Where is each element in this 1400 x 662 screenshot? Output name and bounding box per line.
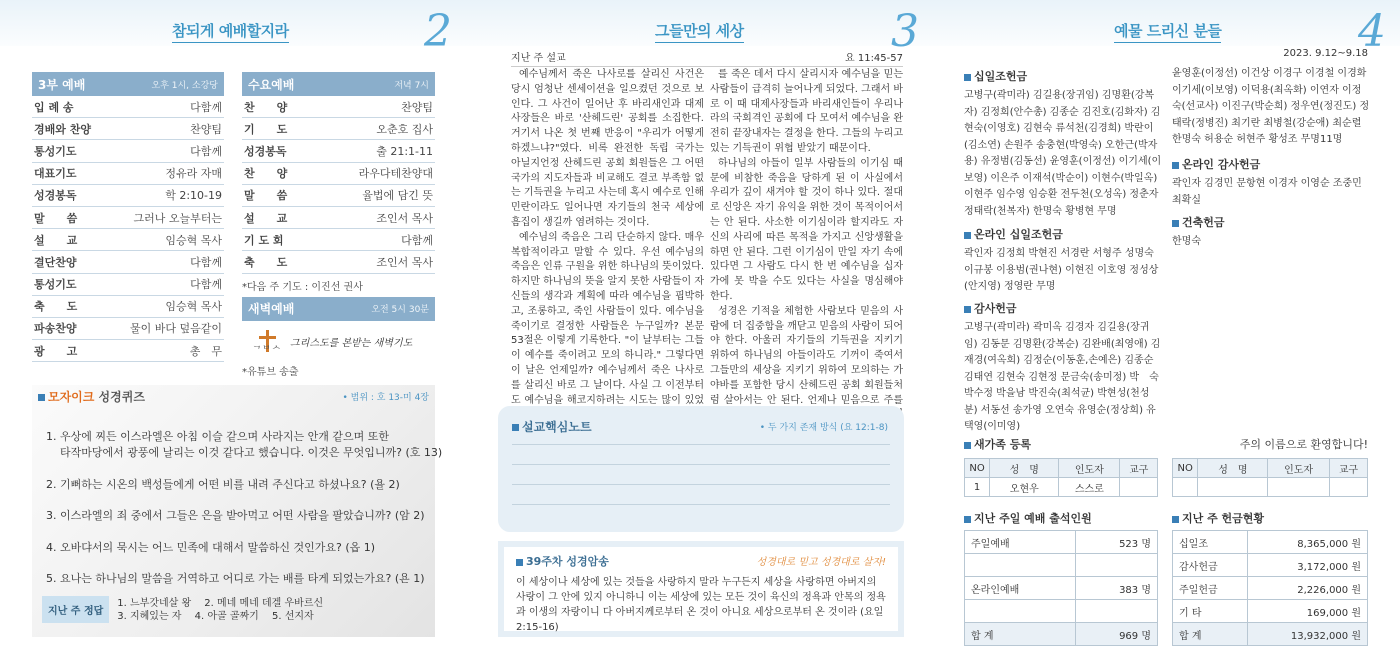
table-cell: 스스로 (1059, 478, 1120, 497)
table-cell: 오현우 (990, 478, 1059, 497)
order-value: 다함께 (190, 278, 222, 292)
order-row (242, 118, 435, 140)
page-title: 그들만의 세상 (655, 20, 744, 43)
order-value: 총 무 (189, 344, 222, 358)
table-cell (1076, 554, 1158, 577)
next-prayer-note: *다음 주 기도 : 이진선 권사 (242, 281, 363, 293)
table-row (1173, 554, 1368, 577)
building-section: 건축헌금 한명숙 (1172, 216, 1225, 247)
order-row (242, 207, 435, 229)
order-row (242, 96, 435, 118)
table-header: 성 명 (990, 459, 1059, 478)
table-cell: 523 명 (1076, 531, 1158, 554)
order-row (32, 118, 224, 140)
table-cell: 온라인예배 (965, 577, 1076, 600)
table-header: 교구 (1329, 459, 1367, 478)
thanks-section: 감사헌금 고병구(곽미라) 곽미옥 김경자 김길용(장귀임) 김동문 김명환(강복순) 김완배(최영애) 김재경(여옥희) 김정순(이동훈,손예은) 김종순 김태연 김현숙 김현정 문금숙(송미정) 박 숙 박수정 박을남 박진숙(최석균) 박현성(천성분) 서동선 송가영 오연숙 유영순(정상희) 유택영(이미영) (964, 302, 1161, 432)
bullet-icon (1172, 162, 1179, 169)
order-row (32, 163, 224, 185)
order-row (32, 207, 224, 229)
order-label: 광 고 (34, 344, 78, 358)
table-header: 인도자 (1059, 459, 1120, 478)
table-row (965, 577, 1158, 600)
memory-verse: 39주차 성경암송 성경대로 믿고 성경대로 살자! 이 세상이나 세상에 있는 것들을 사랑하지 말라 누구든지 세상을 사랑하면 아버지의 사랑이 그 안에 있지 아니하니 이는 세상에 있는 모든 것이 육신의 정욕과 안목의 정욕과 이생의 자랑이니 다 아버지께로부터 온 것이 아니요 세상으로부터 온 것이라 (요일 2:15-16) (498, 541, 904, 637)
table-row (1173, 623, 1368, 646)
service-wednesday (242, 72, 435, 378)
table-cell (1173, 478, 1198, 497)
order-label: 파송찬양 (34, 322, 77, 336)
order-label: 찬 양 (244, 167, 288, 181)
order-value: 찬양팀 (190, 122, 222, 136)
order-row (32, 96, 224, 118)
sermon-note-box: 설교핵심노트 • 두 가지 존재 방식 (요 12:1-8) (498, 406, 904, 532)
order-label: 말 씀 (34, 211, 78, 225)
table-cell: 3,172,000 원 (1247, 554, 1367, 577)
order-row (32, 274, 224, 296)
table-cell (1076, 600, 1158, 623)
order-value: 물이 바다 덮음같이 (129, 322, 222, 336)
table-row (1173, 531, 1368, 554)
order-value: 임승혁 목사 (165, 233, 222, 247)
table-cell: 기 타 (1173, 600, 1248, 623)
sermon-column-1 (511, 68, 704, 423)
table-cell: 주일헌금 (1173, 577, 1248, 600)
table-cell: 1 (965, 478, 990, 497)
order-value: 율법에 담긴 뜻 (362, 189, 433, 203)
table-row (1173, 577, 1368, 600)
table-cell: 감사헌금 (1173, 554, 1248, 577)
verse-text: 이 세상이나 세상에 있는 것들을 사랑하지 말라 누구든지 세상을 사랑하면 아버지의 사랑이 그 안에 있지 아니하니 이는 세상에 있는 모든 것이 육신의 정욕과 안목의 정욕과 이생의 자랑이니 다 아버지께로부터 온 것이 아니요 세상으로부터 온 것이라 (요일 2:15-16) (516, 577, 886, 633)
quiz-q4: 4. 오바댜서의 묵시는 어느 민족에 대해서 말씀하신 것인가요? (옵 1) (46, 541, 376, 554)
table-header: 인도자 (1268, 459, 1329, 478)
order-label: 축 도 (34, 300, 78, 314)
order-label: 입 례 송 (34, 100, 74, 114)
order-row (32, 229, 224, 251)
newcomer-table-left (964, 458, 1158, 497)
order-label: 통성기도 (34, 278, 77, 292)
table-row (965, 531, 1158, 554)
table-cell: 169,000 원 (1247, 600, 1367, 623)
page-worship (0, 0, 467, 662)
table-row (965, 554, 1158, 577)
sermon-paragraph: 예수님께서 죽은 나사로를 살리신 사건은 당시 엄청난 센세이션을 일으켰던 것으로 보인다. 그 사건이 일어난 후 바리새인과 대제사장들은 바로 '산헤드린' 공회를 소집한다. 거기서 나온 첫 번째 반응이 "우리가 어떻게 하겠느냐?"였다. 비록 완전한 독립 국가는 아닐지언정 산헤드린 공회 회원들은 그 어떤 국가의 지도자들과 비교해도 결코 부족함 없는 기득권을 누리고 사는데 혹시 예수로 인해 민란이라도 일어나면 자기들의 천국 세상에 흠집이 생길까 염려하는 것이다. (511, 69, 704, 228)
order-row (242, 229, 435, 251)
order-label: 대표기도 (34, 167, 77, 181)
order-row (32, 318, 224, 340)
note-line[interactable] (512, 464, 890, 465)
table-cell: 383 명 (1076, 577, 1158, 600)
table-header: NO (965, 459, 990, 478)
table-row (965, 623, 1158, 646)
table-cell (1198, 478, 1268, 497)
bullet-icon (964, 442, 971, 449)
bullet-icon (38, 394, 45, 401)
order-label: 경배와 찬양 (34, 122, 91, 136)
order-value: 학 2:10-19 (165, 189, 222, 203)
last-week-answers: 지난 주 정답 1. 느부갓네살 왕 2. 메네 메네 데겔 우바르신 3. 지혜있는 자 4. 아골 골짜기 5. 선지자 (42, 596, 323, 623)
quiz-q1-cont: 타작마당에서 광풍에 날리는 이것 같다고 했습니다. 이것은 무엇입니까? (호 13) (60, 446, 443, 459)
order-value: 조인서 목사 (376, 255, 433, 269)
table-cell: 13,932,000 원 (1247, 623, 1367, 646)
table-cell (1268, 478, 1329, 497)
attendance-header: 지난 주일 예배 출석인원 (964, 510, 1158, 530)
page-number: 2 (424, 6, 452, 57)
bullet-icon (964, 232, 971, 239)
order-value: 정유라 자매 (165, 167, 222, 181)
bullet-icon (964, 306, 971, 313)
page-number: 3 (891, 6, 919, 57)
order-row (242, 140, 435, 162)
order-row (32, 251, 224, 273)
order-value: 찬양팀 (401, 100, 433, 114)
page-title: 참되게 예배할지라 (172, 20, 289, 43)
bullet-icon (1172, 516, 1179, 523)
date-range: 2023. 9.12~9.18 (1283, 48, 1368, 59)
online-thanks-section: 온라인 감사헌금 곽인자 김경민 문항현 이경자 이영순 조중민 최확실 (1172, 158, 1362, 206)
order-label: 기 도 (244, 122, 288, 136)
table-cell: 합 계 (1173, 623, 1248, 646)
order-row (242, 163, 435, 185)
bullet-icon (964, 516, 971, 523)
note-line[interactable] (512, 484, 890, 485)
table-cell: 2,226,000 원 (1247, 577, 1367, 600)
quiz-q5: 5. 요나는 하나님의 말씀을 거역하고 어디로 가는 배를 타게 되었는가요? (욘 1) (46, 572, 425, 585)
youtube-note: *유튜브 송출 (242, 366, 299, 378)
offering-table (1172, 530, 1368, 646)
order-value: 라우다테찬양대 (358, 167, 433, 181)
table-cell (965, 600, 1076, 623)
bullet-icon (964, 74, 971, 81)
quiz-q1: 1. 우상에 찌든 이스라엘은 아침 이슬 같으며 사라지는 안개 같으며 또한 (46, 430, 389, 443)
order-value: 다함께 (190, 100, 222, 114)
table-cell: 8,365,000 원 (1247, 531, 1367, 554)
sermon-header: 지난 주 설교 요 11:45-57 (511, 49, 903, 67)
order-label: 성경봉독 (34, 189, 77, 203)
newcomer-table-right (1172, 458, 1368, 497)
bullet-icon (516, 559, 523, 566)
newcomer-header: 새가족 등록 주의 이름으로 환영합니다! (964, 436, 1368, 456)
tithe-continued: 윤영훈(이정선) 이건상 이경구 이경철 이경화 이기세(이보영) 이덕용(최옥화) 이연자 이정숙(선교사) 이진구(박순희) 정우연(정진도) 정태락(정병진) 최기란 최병철(강순애) 최순렬 한명숙 허용순 허현주 황성조 무명11명 (1172, 68, 1370, 145)
table-cell: 969 명 (1076, 623, 1158, 646)
bullet-icon (1172, 220, 1179, 227)
table-cell (1120, 478, 1158, 497)
order-value: 그러나 오늘부터는 (133, 211, 222, 225)
table-header: 성 명 (1198, 459, 1268, 478)
service-3rd-header: 3부 예배 오후 1시, 소강당 (32, 72, 224, 96)
bullet-icon (512, 424, 519, 431)
order-value: 조인서 목사 (376, 211, 433, 225)
page-title: 예물 드리신 분들 (1114, 20, 1221, 43)
table-cell: 십일조 (1173, 531, 1248, 554)
offering-header: 지난 주 헌금현황 (1172, 510, 1368, 530)
sermon-paragraph: 하나님의 아들이 일부 사람들의 이기심 때문에 비참한 죽음을 당하게 된 이 사실에서 우리가 깊이 새겨야 할 것이 하나 있다. 절대로 신앙은 자기 유익을 위한 것이 목적이어서는 안 된다. 사소한 이기심이라 할지라도 자신의 사리에 따른 목적을 가지고 신앙생활을 하면 안 된다. 그런 이기심이 만일 자기 속에 있다면 그 사람도 다시 한 번 예수님을 십자가에 못 박을 수도 있다는 사실을 명심해야 한다. (710, 157, 903, 302)
order-value: 다함께 (190, 144, 222, 158)
order-value: 다함께 (190, 255, 222, 269)
note-line[interactable] (512, 444, 890, 445)
order-value: 오춘호 집사 (376, 122, 433, 136)
page-number: 4 (1358, 6, 1386, 57)
table-header: 교구 (1120, 459, 1158, 478)
bible-quiz (32, 385, 443, 637)
order-label: 찬 양 (244, 100, 288, 114)
table-cell: 합 계 (965, 623, 1076, 646)
service-3rd (32, 72, 224, 362)
order-row (32, 140, 224, 162)
order-row (242, 185, 435, 207)
online-tithe-section: 온라인 십일조헌금 곽인자 김정희 박현진 서경란 서형주 성명숙 이규봉 이용범(권나현) 이현진 이호영 정성상(안지영) 정영란 무명 (964, 228, 1159, 292)
table-cell (965, 554, 1076, 577)
cross-logo-icon (250, 328, 286, 356)
note-line[interactable] (512, 504, 890, 505)
svg-text:ᄀᄇᄉ: ᄀᄇᄉ (252, 345, 281, 356)
quiz-q3: 3. 이스라엘의 죄 중에서 그들은 은을 받아먹고 어떤 사람을 팔았습니까? (암 2) (46, 509, 425, 522)
order-label: 설 교 (244, 211, 288, 225)
order-label: 기 도 회 (244, 233, 284, 247)
order-label: 통성기도 (34, 144, 77, 158)
order-label: 설 교 (34, 233, 78, 247)
order-label: 축 도 (244, 255, 288, 269)
page-offerings (934, 0, 1400, 662)
table-header: NO (1173, 459, 1198, 478)
table-row (965, 478, 1158, 497)
service-dawn-header: 새벽예배 오전 5시 30분 (242, 297, 435, 321)
service-wed-header: 수요예배 저녁 7시 (242, 72, 435, 96)
order-label: 성경봉독 (244, 144, 287, 158)
sermon-column-2 (710, 68, 903, 438)
order-value: 출 21:1-11 (376, 144, 433, 158)
order-label: 결단찬양 (34, 255, 77, 269)
dawn-logo: ᄀᄇᄉ 그리스도를 본받는 새벽기도 (242, 321, 435, 363)
attendance-table (964, 530, 1158, 646)
table-cell: 주일예배 (965, 531, 1076, 554)
page-sermon (467, 0, 934, 662)
sermon-paragraph: 예수님의 죽음은 그리 단순하지 않다. 매우 복합적이라고 말할 수 있다. 우선 예수님의 죽음은 인류 구원을 위한 하나님의 뜻이었다. 하지만 하나님의 뜻을 알지 못한 사람들이 자신들의 생각과 계획에 따라 예수님을 핍박하고, 조롱하고, 죽인 사람들이 있다. 예수님을 죽이기로 결정한 사람들은 누구일까? 본문 53절은 이렇게 기록한다. "이 날부터는 그들이 예수를 죽이려고 모의 하니라." 그렇다면 이 날은 언제일까? 예수님께서 죽은 나사로를 살리신 바로 그 날이다. 사실 그 이전부터도 예수님을 해코지하려는 시도는 많이 있었 (511, 231, 704, 406)
tithe-section: 십일조헌금 고병구(곽미라) 김길용(장귀임) 김명환(강복자) 김정희(안수총) 김종순 김진호(김화자) 김현숙(이영호) 김현숙 류석천(김경희) 박란이(김소연) 손원주 송충현(박영숙) 오한근(박자용) 유정범(김동선) 윤영훈(이정선) 이기세(이보영) 이은주 이재석(박순이) 이현수(박일옥) 이현주 임수영 임승환 전두천(오성옥) 정춘자 정태락(천복자) 한명숙 황병현 무명 (964, 70, 1162, 217)
order-label: 말 씀 (244, 189, 288, 203)
table-row (965, 600, 1158, 623)
order-value: 임승혁 목사 (165, 300, 222, 314)
table-cell (1329, 478, 1367, 497)
table-row (1173, 600, 1368, 623)
order-row (32, 296, 224, 318)
quiz-header: 모자이크 성경퀴즈 • 범위 : 호 13-미 4장 (32, 385, 435, 407)
order-row (32, 340, 224, 362)
quiz-q2: 2. 기뻐하는 시온의 백성들에게 어떤 비를 내려 주신다고 하셨나요? (욜 2) (46, 478, 400, 491)
order-row (32, 185, 224, 207)
order-row (242, 251, 435, 273)
sermon-paragraph: 를 죽은 데서 다시 살리시자 예수님을 믿는 사람들이 급격히 늘어나게 되었다. 그래서 바로 이 때 대제사장들과 바리새인들이 우리나라의 국회격인 공회에 다 모여서 예수님을 완전히 끝장내자는 결정을 한다. 그들의 누리고 있는 기득권이 위협 받았기 때문이다. (710, 69, 903, 154)
order-value: 다함께 (401, 233, 433, 247)
sermon-paragraph: 성경은 기적을 체험한 사람보다 믿음의 사람에 더 집중함을 깨닫고 믿음의 사람이 되어야 한다. 아울러 자기들의 기득권을 지키기 위하여 하나님의 아들이라도 기꺼이 죽여서 그들만의 세상을 지키기 위하여 모의하는 가야바를 포함한 당시 산헤드린 공회 회원들처럼 살아서는 안 된다. 언제나 믿음으로 주를 (710, 305, 903, 406)
